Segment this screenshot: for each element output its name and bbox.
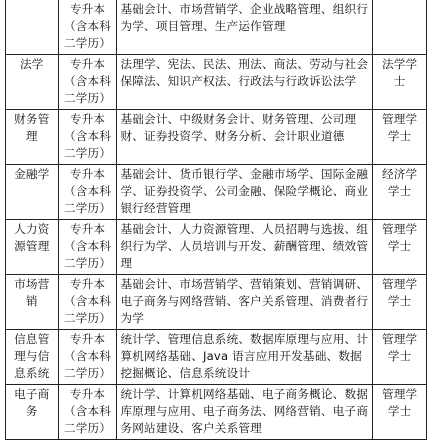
table-row <box>6 55 427 110</box>
table-row <box>6 220 427 275</box>
courses-cell: 基础会计、市场营销学、营销策划、营销调研、电子商务与网络营销、客户关系管理、消费者行为学 <box>117 275 373 330</box>
degree-cell: 法学学士 <box>373 55 427 110</box>
courses-cell: 基础会计、中级财务会计、财务管理、公司理财、证券投资学、财务分析、会计职业道德 <box>117 110 373 165</box>
major-cell: 电子商务 <box>6 385 59 440</box>
level-cell: 专升本（含本科二学历） <box>58 385 117 440</box>
level-cell: 专升本（含本科二学历） <box>58 110 117 165</box>
courses-cell: 基础会计、人力资源管理、人员招聘与选拔、组织行为学、人员培训与开发、薪酬管理、绩效管理 <box>117 220 373 275</box>
major-cell: 信息管理与信息系统 <box>6 330 59 385</box>
major-cell <box>6 0 59 55</box>
table-row <box>6 110 427 165</box>
courses-cell: 法理学、宪法、民法、刑法、商法、劳动与社会保障法、知识产权法、行政法与行政诉讼法学 <box>117 55 373 110</box>
major-cell: 财务管理 <box>6 110 59 165</box>
table-row <box>6 275 427 330</box>
level-cell: 专升本（含本科二学历） <box>58 55 117 110</box>
degree-cell: 管理学学士 <box>373 220 427 275</box>
courses-cell: 基础会计、市场营销学、企业战略管理、组织行为学、项目管理、生产运作管理 <box>117 0 373 55</box>
degree-cell <box>373 0 427 55</box>
degree-cell: 管理学学士 <box>373 330 427 385</box>
degree-cell: 管理学学士 <box>373 275 427 330</box>
level-cell: 专升本（含本科二学历） <box>58 220 117 275</box>
table-row <box>6 0 427 55</box>
major-cell: 人力资源管理 <box>6 220 59 275</box>
degree-cell: 管理学学士 <box>373 385 427 440</box>
major-cell: 市场营销 <box>6 275 59 330</box>
table-row <box>6 385 427 440</box>
majors-table <box>5 0 427 440</box>
level-cell: 专升本（含本科二学历） <box>58 330 117 385</box>
courses-cell: 统计学、计算机网络基础、电子商务概论、数据库原理与应用、电子商务法、网络营销、电子商务网站建设、客户关系管理 <box>117 385 373 440</box>
table-row <box>6 165 427 220</box>
major-cell: 法学 <box>6 55 59 110</box>
courses-cell: 基础会计、货币银行学、金融市场学、国际金融学、证券投资学、公司金融、保险学概论、商业银行经营管理 <box>117 165 373 220</box>
level-cell: 专升本（含本科二学历） <box>58 0 117 55</box>
level-cell: 专升本（含本科二学历） <box>58 275 117 330</box>
degree-cell: 经济学学士 <box>373 165 427 220</box>
level-cell: 专升本（含本科二学历） <box>58 165 117 220</box>
degree-cell: 管理学学士 <box>373 110 427 165</box>
major-cell: 金融学 <box>6 165 59 220</box>
courses-cell: 统计学、管理信息系统、数据库原理与应用、计算机网络基础、Java 语言应用开发基础、数据挖掘概论、信息系统设计 <box>117 330 373 385</box>
table-row <box>6 330 427 385</box>
